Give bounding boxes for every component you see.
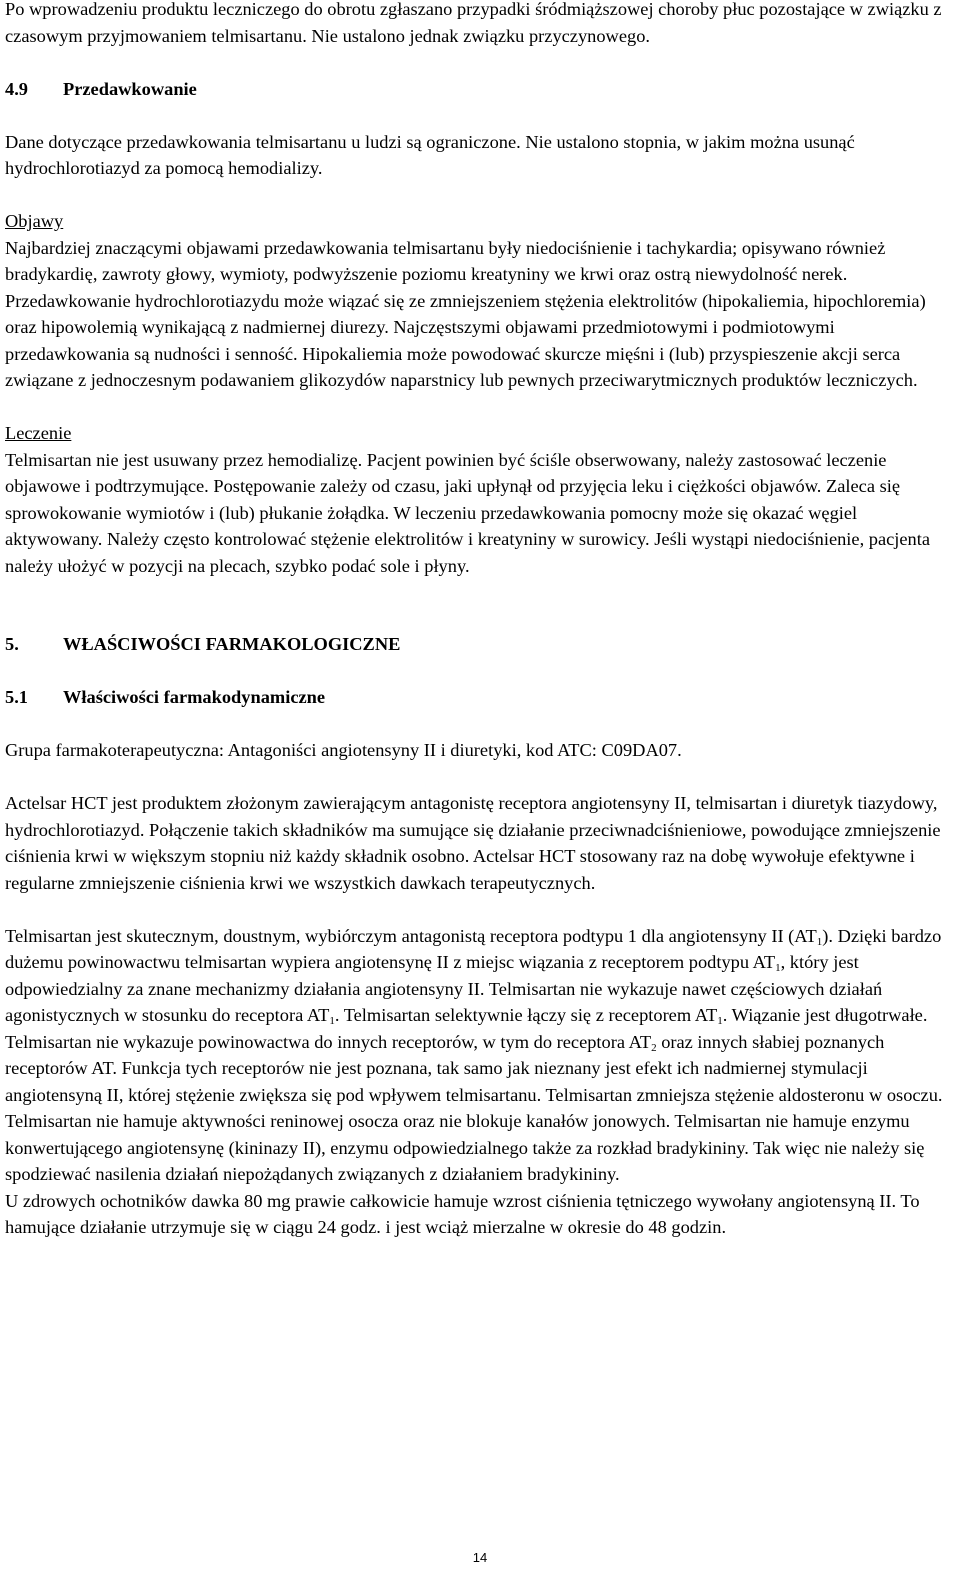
subscript: 1 xyxy=(775,962,781,974)
document-page xyxy=(5,0,957,1241)
pharmacotherapeutic-group: Grupa farmakoterapeutyczna: Antagoniści angiotensyny II i diuretyki, kod ATC: C09DA07. xyxy=(5,740,682,760)
section-number: 5.1 xyxy=(5,687,28,707)
treatment-paragraph: Telmisartan nie jest usuwany przez hemodializę. Pacjent powinien być ściśle obserwowany, należy zastosować leczenie objawowe i podtrzymujące. Postępowanie zależy od czasu, jaki upłynął od przyjęcia leku i ciężkości objawów. Zaleca się sprowokowanie wymiotów i (lub) płukanie żołądka. W leczeniu przedawkowania pomocny może się okazać węgiel aktywowany. Należy często kontrolować stężenie elektrolitów i kreatyniny w surowicy. Jeśli wystąpi niedociśnienie, pacjenta należy ułożyć w pozycji na plecach, szybko podać sole i płyny. xyxy=(5,449,931,576)
overdose-paragraph: Dane dotyczące przedawkowania telmisartanu u ludzi są ograniczone. Nie ustalono stopnia, w jakim można usunąć hydrochlorotiazyd za pomocą hemodializy. xyxy=(5,131,855,178)
subscript: 1 xyxy=(717,1015,723,1027)
telmisartan-paragraph xyxy=(5,923,957,1188)
healthy-volunteers-paragraph: U zdrowych ochotników dawka 80 mg prawie całkowicie hamuje wzrost ciśnienia tętniczego wywołany angiotensyną II. To hamujące działanie utrzymuje się w ciągu 24 godz. i jest wciąż mierzalne w okresie do 48 godzin. xyxy=(5,1190,920,1237)
symptoms-subsection xyxy=(5,208,957,394)
actelsar-paragraph: Actelsar HCT jest produktem złożonym zawierającym antagonistę receptora angiotensyny II, telmisartan i diuretyk tiazydowy, hydrochlorotiazyd. Połączenie takich składników ma sumujące się działanie przeciwnadciśnieniowe, powodujące zmniejszenie ciśnienia krwi w większym stopniu niż każdy składnik osobno. Actelsar HCT stosowany raz na dobę wywołuje efektywne i regularne zmniejszenie ciśnienia krwi we wszystkich dawkach terapeutycznych. xyxy=(5,793,941,893)
section-number: 5. xyxy=(5,634,19,654)
text-run: ). Dzięki bardzo dużemu powinowactwu telmisartan wypiera angiotensynę II z miejsc wiązania z receptorem podtypu AT xyxy=(5,925,942,972)
section-title: Właściwości farmakodynamiczne xyxy=(63,687,326,707)
text-run: oraz innych słabiej poznanych receptorów AT. Funkcja tych receptorów nie jest poznana, tak samo jak nieznany jest efekt ich nadmiernej stymulacji angiotensyną II, której stężenie zwiększa się pod wpływem telmisartanu. Telmisartan zmniejsza stężenie aldosteronu w osoczu. Telmisartan nie hamuje aktywności reninowej osocza oraz nie blokuje kanałów jonowych. Telmisartan nie hamuje enzymu konwertującego angiotensynę (kininazy II), enzymu odpowiedzialnego także za rozkład bradykininy. Tak więc nie należy się spodziewać nasilenia działań niepożądanych związanych z działaniem bradykininy. xyxy=(5,1031,943,1184)
symptoms-label: Objawy xyxy=(5,211,64,231)
section-4-9-heading xyxy=(5,76,957,103)
subscript: 2 xyxy=(651,1041,657,1054)
subscript: 1 xyxy=(816,935,823,948)
section-title: Przedawkowanie xyxy=(63,78,197,99)
intro-paragraph: Po wprowadzeniu produktu leczniczego do obrotu zgłaszano przypadki śródmiąższowej choroby płuc pozostające w związku z czasowym przyjmowaniem telmisartanu. Nie ustalono jednak związku przyczynowego. xyxy=(5,0,942,46)
text-run: Telmisartan jest skutecznym, doustnym, wybiórczym antagonistą receptora podtypu 1 dla angiotensyny II (AT xyxy=(5,925,817,946)
page-number: 14 xyxy=(472,1550,488,1565)
text-run: . Wiązanie jest długotrwałe. Telmisartan nie wykazuje powinowactwa do innych receptorów, w tym do receptora AT xyxy=(5,1005,928,1052)
section-number: 4.9 xyxy=(5,78,28,99)
section-title: WŁAŚCIWOŚCI FARMAKOLOGICZNE xyxy=(63,634,401,654)
treatment-label: Leczenie xyxy=(5,423,72,443)
text-run: . Telmisartan selektywnie łączy się z receptorem AT xyxy=(334,1005,718,1025)
treatment-subsection xyxy=(5,420,957,579)
section-5-heading xyxy=(5,631,957,658)
subscript: 1 xyxy=(329,1015,335,1027)
section-5-1-heading xyxy=(5,684,957,711)
text-run: , który jest odpowiedzialny za znane mechanizmy działania angiotensyny II. Telmisartan nie wykazuje nawet częściowych działań agonistycznych w stosunku do receptora AT xyxy=(5,952,883,1025)
symptoms-paragraph: Najbardziej znaczącymi objawami przedawkowania telmisartanu były niedociśnienie i tachykardia; opisywano również bradykardię, zawroty głowy, wymioty, podwyższenie poziomu kreatyniny we krwi oraz ostrą niewydolność nerek. Przedawkowanie hydrochlorotiazydu może wiązać się ze zmniejszeniem stężenia elektrolitów (hipokaliemia, hipochloremia) oraz hipowolemią wynikającą z nadmiernej diurezy. Najczęstszymi objawami przedmiotowymi i podmiotowymi przedawkowania są nudności i senność. Hipokaliemia może powodować skurcze mięśni i (lub) przyspieszenie akcji serca związane z jednoczesnym podawaniem glikozydów naparstnicy lub pewnych przeciwarytmicznych produktów leczniczych. xyxy=(5,237,926,390)
